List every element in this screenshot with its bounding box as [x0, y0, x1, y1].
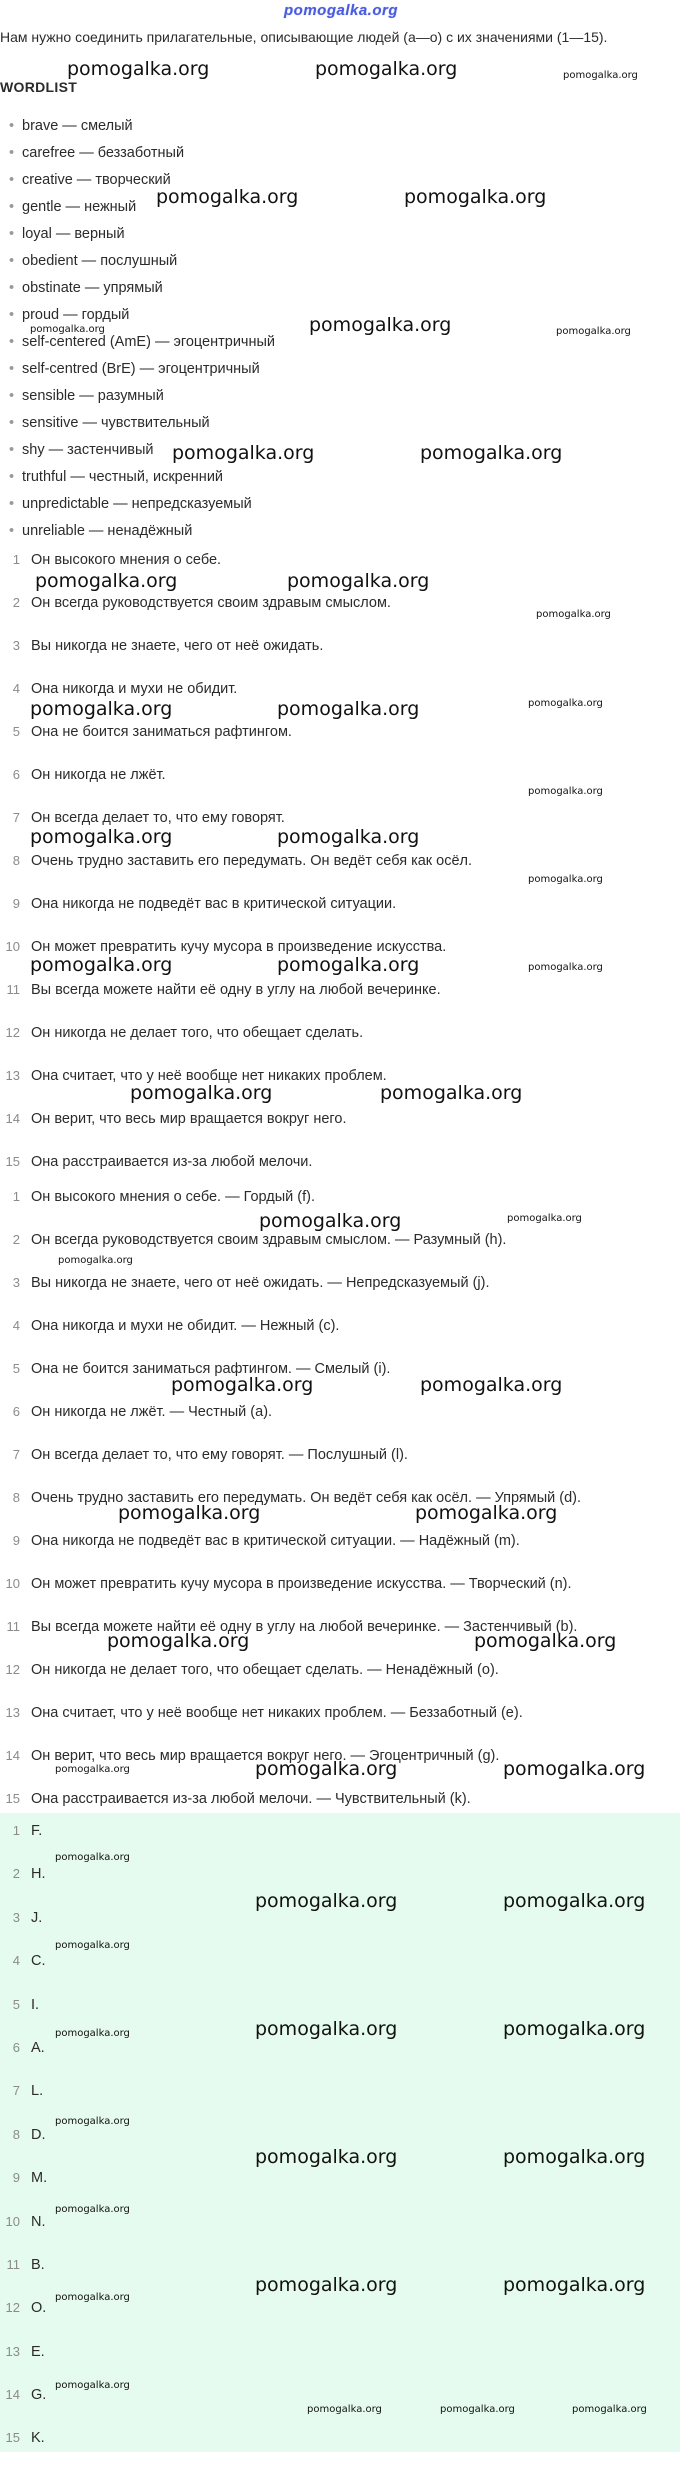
item-number: 2 — [12, 1866, 20, 1882]
item-number: 7 — [12, 1447, 20, 1462]
answer-letter: O. — [31, 2300, 47, 2317]
sentence-text: Он всегда руководствуется своим здравым смыслом. — [31, 595, 391, 611]
watermark: pomogalka.org — [255, 1890, 398, 1912]
watermark: pomogalka.org — [474, 1630, 617, 1652]
sentence-text: Он всегда делает то, что ему говорят. — [31, 810, 285, 826]
sentence-text: Он никогда не делает того, что обещает сделать. — [31, 1025, 364, 1041]
sentence-text: Она не боится заниматься рафтингом. — [31, 724, 292, 740]
watermark: pomogalka.org — [420, 1374, 563, 1396]
watermark: pomogalka.org — [277, 954, 420, 976]
watermark: pomogalka.org — [255, 1758, 398, 1780]
wordlist-item: • gentle — нежный — [0, 194, 275, 221]
wordlist-item: • loyal — верный — [0, 221, 275, 248]
translation-item — [0, 1574, 680, 1617]
item-number: 10 — [5, 2213, 20, 2229]
item-number: 11 — [6, 2256, 20, 2272]
wordlist-item: • carefree — беззаботный — [0, 140, 275, 167]
watermark: pomogalka.org — [55, 2292, 130, 2303]
wordlist-item: • self-centred (BrE) — эгоцентричный — [0, 356, 275, 383]
sentence-item — [0, 1023, 680, 1066]
item-number: 11 — [6, 982, 20, 997]
translation-text: Очень трудно заставить его передумать. Он ведёт себя как осёл. — Упрямый (d). — [31, 1490, 582, 1506]
item-number: 13 — [5, 2343, 20, 2359]
item-number: 15 — [5, 2430, 20, 2446]
answer-letter: I. — [31, 1996, 40, 2013]
watermark: pomogalka.org — [420, 442, 563, 464]
watermark: pomogalka.org — [415, 1502, 558, 1524]
translation-list — [0, 1187, 680, 1832]
item-number: 15 — [5, 1154, 20, 1169]
item-number: 2 — [12, 595, 20, 610]
watermark: pomogalka.org — [58, 1255, 133, 1266]
item-number: 7 — [12, 2083, 20, 2099]
item-number: 10 — [5, 1576, 20, 1591]
sentence-text: Она расстраивается из-за любой мелочи. — [31, 1154, 313, 1170]
translation-text: Она не боится заниматься рафтингом. — Смелый (i). — [31, 1361, 391, 1377]
wordlist-item: • obstinate — упрямый — [0, 275, 275, 302]
watermark: pomogalka.org — [255, 2146, 398, 2168]
sentence-text: Он никогда не лжёт. — [31, 767, 166, 783]
item-number: 4 — [12, 1318, 20, 1333]
watermark: pomogalka.org — [307, 2404, 382, 2415]
watermark: pomogalka.org — [528, 962, 603, 973]
answer-letter: N. — [31, 2213, 46, 2230]
watermark: pomogalka.org — [277, 826, 420, 848]
translation-text: Вы всегда можете найти её одну в углу на любой вечеринке. — Застенчивый (b). — [31, 1619, 578, 1635]
wordlist-item: • truthful — честный, искренний — [0, 464, 275, 491]
watermark: pomogalka.org — [55, 2028, 130, 2039]
translation-text: Он всегда делает то, что ему говорят. — Послушный (l). — [31, 1447, 408, 1463]
watermark: pomogalka.org — [55, 1764, 130, 1775]
item-number: 12 — [5, 1025, 20, 1040]
item-number: 13 — [5, 1705, 20, 1720]
watermark: pomogalka.org — [503, 2146, 646, 2168]
sentence-item — [0, 1109, 680, 1152]
sentence-text: Она никогда и мухи не обидит. — [31, 681, 238, 697]
watermark: pomogalka.org — [528, 698, 603, 709]
translation-item — [0, 1531, 680, 1574]
item-number: 5 — [12, 1361, 20, 1376]
answer-letter: M. — [31, 2170, 48, 2187]
wordlist-item: • creative — творческий — [0, 167, 275, 194]
sentence-text: Вы никогда не знаете, чего от неё ожидать. — [31, 638, 324, 654]
answer-letter: A. — [31, 2039, 45, 2056]
translation-item — [0, 1660, 680, 1703]
item-number: 8 — [12, 2126, 20, 2142]
answer-letter: B. — [31, 2256, 45, 2273]
watermark: pomogalka.org — [380, 1082, 523, 1104]
answer-letter: F. — [31, 1823, 43, 1839]
sentence-text: Вы всегда можете найти её одну в углу на любой вечеринке. — [31, 982, 441, 998]
item-number: 4 — [12, 1953, 20, 1969]
watermark: pomogalka.org — [259, 1210, 402, 1232]
watermark: pomogalka.org — [130, 1082, 273, 1104]
task-intro: Нам нужно соединить прилагательные, описывающие людей (a—o) с их значениями (1—15). — [0, 29, 608, 45]
sentence-item — [0, 1066, 680, 1109]
watermark: pomogalka.org — [404, 186, 547, 208]
translation-item — [0, 1445, 680, 1488]
sentence-text: Он высокого мнения о себе. — [31, 552, 222, 568]
answer-letter: L. — [31, 2083, 44, 2100]
watermark: pomogalka.org — [107, 1630, 250, 1652]
answer-letter: G. — [31, 2387, 47, 2404]
item-number: 6 — [12, 1404, 20, 1419]
wordlist-item: • brave — смелый — [0, 113, 275, 140]
item-number: 9 — [12, 2170, 20, 2186]
watermark: pomogalka.org — [277, 698, 420, 720]
item-number: 1 — [12, 1823, 20, 1838]
site-logo[interactable]: pomogalka.org — [284, 2, 399, 19]
item-number: 14 — [5, 2387, 20, 2403]
watermark: pomogalka.org — [556, 326, 631, 337]
sentence-text: Очень трудно заставить его передумать. Он ведёт себя как осёл. — [31, 853, 473, 869]
watermark: pomogalka.org — [309, 314, 452, 336]
sentence-item — [0, 851, 680, 894]
translation-text: Она расстраивается из-за любой мелочи. — Чувствительный (k). — [31, 1791, 471, 1807]
watermark: pomogalka.org — [55, 2116, 130, 2127]
item-number: 12 — [5, 2300, 20, 2316]
wordlist-item: • unreliable — ненадёжный — [0, 518, 275, 545]
answer-letter: D. — [31, 2126, 46, 2143]
wordlist-item: • self-centered (AmE) — эгоцентричный — [0, 329, 275, 356]
watermark: pomogalka.org — [30, 698, 173, 720]
item-number: 1 — [12, 1189, 20, 1204]
watermark: pomogalka.org — [67, 58, 210, 80]
item-number: 1 — [12, 552, 20, 567]
wordlist-item: • obedient — послушный — [0, 248, 275, 275]
answer-letter: H. — [31, 1866, 46, 1883]
answer-letter: E. — [31, 2343, 45, 2360]
item-number: 2 — [12, 1232, 20, 1247]
translation-text: Он верит, что весь мир вращается вокруг него. — Эгоцентричный (g). — [31, 1748, 500, 1764]
answer-letter: J. — [31, 1909, 43, 1926]
item-number: 15 — [5, 1791, 20, 1806]
translation-text: Вы никогда не знаете, чего от неё ожидать. — Непредсказуемый (j). — [31, 1275, 490, 1291]
translation-item — [0, 1402, 680, 1445]
watermark: pomogalka.org — [503, 1758, 646, 1780]
translation-item — [0, 1359, 680, 1402]
watermark: pomogalka.org — [55, 2204, 130, 2215]
item-number: 4 — [12, 681, 20, 696]
item-number: 13 — [5, 1068, 20, 1083]
watermark: pomogalka.org — [35, 570, 178, 592]
watermark: pomogalka.org — [118, 1502, 261, 1524]
wordlist-item: • shy — застенчивый — [0, 437, 275, 464]
translation-text: Он никогда не делает того, что обещает сделать. — Ненадёжный (o). — [31, 1662, 499, 1678]
watermark: pomogalka.org — [55, 1940, 130, 1951]
watermark: pomogalka.org — [171, 1374, 314, 1396]
translation-item — [0, 1703, 680, 1746]
wordlist-item: • sensible — разумный — [0, 383, 275, 410]
translation-text: Он может превратить кучу мусора в произведение искусства. — Творческий (n). — [31, 1576, 572, 1592]
sentence-text: Он верит, что весь мир вращается вокруг него. — [31, 1111, 347, 1127]
item-number: 11 — [6, 1619, 20, 1634]
translation-item — [0, 1230, 680, 1273]
sentence-item — [0, 980, 680, 1023]
watermark: pomogalka.org — [503, 2018, 646, 2040]
sentence-text: Он может превратить кучу мусора в произведение искусства. — [31, 939, 447, 955]
watermark: pomogalka.org — [315, 58, 458, 80]
watermark: pomogalka.org — [563, 70, 638, 81]
watermark: pomogalka.org — [440, 2404, 515, 2415]
watermark: pomogalka.org — [30, 324, 105, 335]
translation-item — [0, 1488, 680, 1531]
sentence-item — [0, 722, 680, 765]
sentence-text: Она считает, что у неё вообще нет никаких проблем. — [31, 1068, 387, 1084]
translation-text: Он всегда руководствуется своим здравым смыслом. — Разумный (h). — [31, 1232, 507, 1248]
watermark: pomogalka.org — [507, 1213, 582, 1224]
translation-text: Он высокого мнения о себе. — Гордый (f). — [31, 1189, 316, 1205]
sentence-item — [0, 894, 680, 937]
item-number: 12 — [5, 1662, 20, 1677]
wordlist-item: • sensitive — чувствительный — [0, 410, 275, 437]
translation-text: Она никогда не подведёт вас в критической ситуации. — Надёжный (m). — [31, 1533, 520, 1549]
watermark: pomogalka.org — [172, 442, 315, 464]
watermark: pomogalka.org — [30, 826, 173, 848]
watermark: pomogalka.org — [30, 954, 173, 976]
translation-item — [0, 1273, 680, 1316]
item-number: 9 — [12, 896, 20, 911]
watermark: pomogalka.org — [503, 2274, 646, 2296]
sentence-text: Она никогда не подведёт вас в критической ситуации. — [31, 896, 397, 912]
answer-letter: K. — [31, 2430, 45, 2447]
item-number: 6 — [12, 2039, 20, 2055]
translation-text: Он никогда не лжёт. — Честный (a). — [31, 1404, 273, 1420]
item-number: 8 — [12, 1490, 20, 1505]
watermark: pomogalka.org — [572, 2404, 647, 2415]
item-number: 3 — [12, 1275, 20, 1290]
item-number: 9 — [12, 1533, 20, 1548]
translation-item — [0, 1316, 680, 1359]
item-number: 5 — [12, 724, 20, 739]
item-number: 6 — [12, 767, 20, 782]
watermark: pomogalka.org — [528, 874, 603, 885]
sentence-list — [0, 550, 680, 1195]
item-number: 8 — [12, 853, 20, 868]
item-number: 14 — [5, 1748, 20, 1763]
translation-text: Она никогда и мухи не обидит. — Нежный (c). — [31, 1318, 340, 1334]
wordlist-item: • proud — гордый — [0, 302, 275, 329]
watermark: pomogalka.org — [503, 1890, 646, 1912]
item-number: 14 — [5, 1111, 20, 1126]
answer-letter: C. — [31, 1953, 46, 1970]
item-number: 7 — [12, 810, 20, 825]
watermark: pomogalka.org — [55, 2380, 130, 2391]
watermark: pomogalka.org — [255, 2018, 398, 2040]
watermark: pomogalka.org — [536, 609, 611, 620]
watermark: pomogalka.org — [528, 786, 603, 797]
watermark: pomogalka.org — [287, 570, 430, 592]
watermark: pomogalka.org — [255, 2274, 398, 2296]
wordlist-heading: WORDLIST — [0, 79, 78, 95]
item-number: 10 — [5, 939, 20, 954]
sentence-item — [0, 636, 680, 679]
watermark: pomogalka.org — [55, 1852, 130, 1863]
item-number: 5 — [12, 1996, 20, 2012]
item-number: 3 — [12, 638, 20, 653]
watermark: pomogalka.org — [156, 186, 299, 208]
wordlist-item: • unpredictable — непредсказуемый — [0, 491, 275, 518]
item-number: 3 — [12, 1909, 20, 1925]
translation-text: Она считает, что у неё вообще нет никаких проблем. — Беззаботный (e). — [31, 1705, 523, 1721]
